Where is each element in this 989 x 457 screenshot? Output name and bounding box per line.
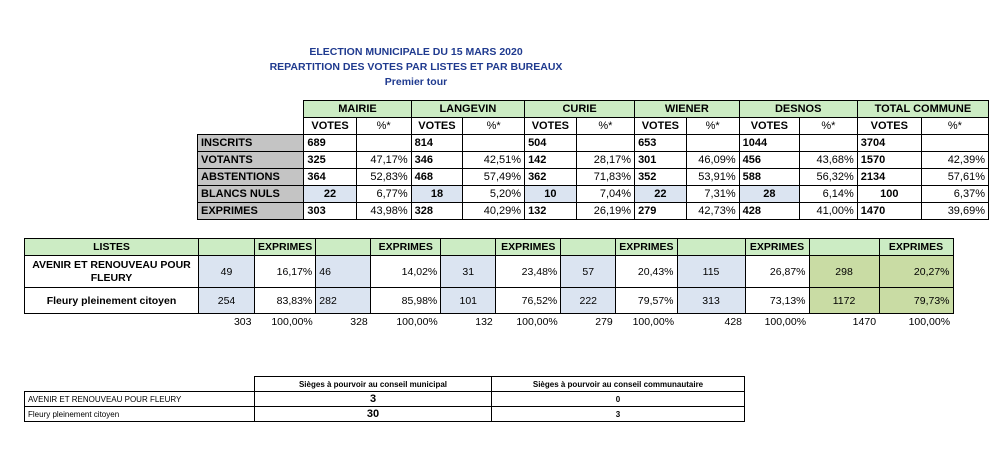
bureau-header: LANGEVIN	[411, 101, 524, 118]
votes-cell: 279	[635, 203, 687, 220]
votes-cell: 1044	[739, 135, 799, 152]
pct-cell: 43,68%	[800, 152, 858, 169]
votes-cell: 588	[739, 169, 799, 186]
pct-cell: 39,69%	[921, 203, 988, 220]
votes-cell: 689	[304, 135, 356, 152]
row-label: ABSTENTIONS	[198, 169, 304, 186]
empty-header	[809, 239, 879, 256]
total-pct: 100,00%	[396, 316, 438, 328]
abstentions-row	[198, 169, 989, 186]
corner-cell	[198, 118, 304, 135]
list-votes: 1172	[809, 288, 879, 314]
total-votes: 303	[233, 316, 252, 328]
bureau-header: DESNOS	[739, 101, 857, 118]
votes-cell: 3704	[857, 135, 921, 152]
sub-pct: %*	[921, 118, 988, 135]
totals-row	[25, 314, 954, 331]
bureau-header: WIENER	[635, 101, 740, 118]
municipal-seats: 30	[255, 407, 492, 422]
pct-cell: 42,73%	[686, 203, 739, 220]
list-votes: 46	[316, 256, 371, 288]
pct-cell: 56,32%	[800, 169, 858, 186]
votes-cell: 303	[304, 203, 356, 220]
bureau-header: CURIE	[525, 101, 635, 118]
total-votes: 132	[475, 316, 493, 328]
pct-cell: 53,91%	[686, 169, 739, 186]
pct-cell: 7,31%	[686, 186, 739, 203]
votes-cell: 352	[635, 169, 687, 186]
list-votes: 282	[316, 288, 371, 314]
votes-cell: 301	[635, 152, 687, 169]
pct-cell: 57,61%	[921, 169, 988, 186]
empty-header	[677, 239, 745, 256]
exprimes-header: EXPRIMES	[879, 239, 953, 256]
totals-label-empty	[25, 314, 199, 331]
pct-cell: 52,83%	[356, 169, 411, 186]
inscrits-row	[198, 135, 989, 152]
list-votes: 49	[199, 256, 255, 288]
seats-table	[24, 376, 745, 422]
blancs-nuls-row	[198, 186, 989, 203]
total-votes: 428	[724, 316, 743, 328]
votes-cell: 325	[304, 152, 356, 169]
pct-cell: 46,09%	[686, 152, 739, 169]
total-pct: 100,00%	[516, 316, 558, 328]
exprimes-header: EXPRIMES	[616, 239, 677, 256]
sub-pct: %*	[686, 118, 739, 135]
list-pct: 73,13%	[745, 288, 809, 314]
pct-cell	[576, 135, 634, 152]
seats-corner	[25, 377, 255, 392]
list-votes: 313	[677, 288, 745, 314]
votes-cell: 653	[635, 135, 687, 152]
total-votes: 279	[595, 316, 613, 328]
title-block	[0, 45, 832, 90]
exprimes-header: EXPRIMES	[255, 239, 316, 256]
votes-cell: 346	[411, 152, 463, 169]
list-row	[25, 288, 954, 314]
sub-votes: VOTES	[525, 118, 577, 135]
total-pct: 100,00%	[632, 316, 675, 328]
bureau-header-row	[198, 101, 989, 118]
votes-cell: 468	[411, 169, 463, 186]
votes-cell: 364	[304, 169, 356, 186]
title-premier-tour: Premier tour	[384, 76, 448, 88]
empty-header	[316, 239, 371, 256]
row-label: EXPRIMES	[198, 203, 304, 220]
list-votes: 222	[561, 288, 616, 314]
pct-cell: 6,37%	[921, 186, 988, 203]
seats-list-label: Fleury pleinement citoyen	[25, 407, 255, 422]
votes-cell: 504	[525, 135, 577, 152]
list-pct: 16,17%	[255, 256, 316, 288]
pct-cell	[463, 135, 525, 152]
municipal-header: Sièges à pourvoir au conseil municipal	[255, 377, 492, 392]
votes-cell: 362	[525, 169, 577, 186]
votes-cell: 132	[525, 203, 577, 220]
total-votes: 1470	[852, 316, 877, 328]
sub-pct: %*	[800, 118, 858, 135]
sub-pct: %*	[576, 118, 634, 135]
votes-cell: 22	[635, 186, 687, 203]
exprimes-header: EXPRIMES	[371, 239, 441, 256]
votes-cell: 1570	[857, 152, 921, 169]
list-votes: 101	[441, 288, 496, 314]
votes-cell: 456	[739, 152, 799, 169]
listes-header: LISTES	[25, 239, 199, 256]
votants-row	[198, 152, 989, 169]
title-repartition: REPARTITION DES VOTES PAR LISTES ET PAR BUREAUX	[269, 61, 563, 73]
pct-cell: 5,20%	[463, 186, 525, 203]
list-pct: 79,73%	[879, 288, 953, 314]
votes-cell: 428	[739, 203, 799, 220]
results-by-bureau-table	[197, 100, 989, 220]
pct-cell: 26,19%	[576, 203, 634, 220]
pct-cell: 6,14%	[800, 186, 858, 203]
pct-cell	[800, 135, 858, 152]
list-votes: 31	[441, 256, 496, 288]
seats-row	[25, 407, 745, 422]
municipal-seats: 3	[255, 392, 492, 407]
votes-cell: 10	[525, 186, 577, 203]
seats-list-label: AVENIR ET RENOUVEAU POUR FLEURY	[25, 392, 255, 407]
list-pct: 83,83%	[255, 288, 316, 314]
list-header-row	[25, 239, 954, 256]
row-label: VOTANTS	[198, 152, 304, 169]
pct-cell: 57,49%	[463, 169, 525, 186]
sub-votes: VOTES	[304, 118, 356, 135]
pct-cell: 6,77%	[356, 186, 411, 203]
communautaire-seats: 0	[492, 392, 745, 407]
list-votes: 57	[561, 256, 616, 288]
list-pct: 85,98%	[371, 288, 441, 314]
pct-cell: 28,17%	[576, 152, 634, 169]
seats-header-row	[25, 377, 745, 392]
exprimes-header: EXPRIMES	[745, 239, 809, 256]
empty-header	[561, 239, 616, 256]
votes-by-list-table	[24, 238, 954, 330]
list-pct: 23,48%	[496, 256, 561, 288]
sub-votes: VOTES	[411, 118, 463, 135]
list-votes: 254	[199, 288, 255, 314]
list-pct: 26,87%	[745, 256, 809, 288]
corner-cell	[198, 101, 304, 118]
total-pct: 100,00%	[764, 316, 807, 328]
communautaire-header: Sièges à pourvoir au conseil communautaire	[492, 377, 745, 392]
list-row	[25, 256, 954, 288]
row-label: BLANCS NULS	[198, 186, 304, 203]
sub-pct: %*	[356, 118, 411, 135]
pct-cell: 40,29%	[463, 203, 525, 220]
total-votes: 328	[350, 316, 368, 328]
sub-votes: VOTES	[739, 118, 799, 135]
pct-cell: 43,98%	[356, 203, 411, 220]
total-pct: 100,00%	[271, 316, 313, 328]
pct-cell: 71,83%	[576, 169, 634, 186]
exprimes-row	[198, 203, 989, 220]
sub-pct: %*	[463, 118, 525, 135]
list-pct: 20,27%	[879, 256, 953, 288]
votes-cell: 328	[411, 203, 463, 220]
list-pct: 76,52%	[496, 288, 561, 314]
pct-cell	[921, 135, 988, 152]
votes-cell: 1470	[857, 203, 921, 220]
list-pct: 20,43%	[616, 256, 677, 288]
votes-cell: 142	[525, 152, 577, 169]
subheader-row	[198, 118, 989, 135]
pct-cell: 42,51%	[463, 152, 525, 169]
list-label: AVENIR ET RENOUVEAU POUR FLEURY	[25, 256, 199, 288]
list-pct: 14,02%	[371, 256, 441, 288]
votes-cell: 2134	[857, 169, 921, 186]
list-votes: 298	[809, 256, 879, 288]
row-label: INSCRITS	[198, 135, 304, 152]
list-votes: 115	[677, 256, 745, 288]
pct-cell: 47,17%	[356, 152, 411, 169]
votes-cell: 18	[411, 186, 463, 203]
empty-header	[441, 239, 496, 256]
bureau-header: TOTAL COMMUNE	[857, 101, 988, 118]
bureau-header: MAIRIE	[304, 101, 411, 118]
votes-cell: 28	[739, 186, 799, 203]
pct-cell	[356, 135, 411, 152]
pct-cell: 41,00%	[800, 203, 858, 220]
votes-cell: 814	[411, 135, 463, 152]
communautaire-seats: 3	[492, 407, 745, 422]
pct-cell: 42,39%	[921, 152, 988, 169]
pct-cell	[686, 135, 739, 152]
exprimes-header: EXPRIMES	[496, 239, 561, 256]
seats-row	[25, 392, 745, 407]
list-pct: 79,57%	[616, 288, 677, 314]
votes-cell: 100	[857, 186, 921, 203]
title-election: ELECTION MUNICIPALE DU 15 MARS 2020	[309, 46, 523, 58]
pct-cell: 7,04%	[576, 186, 634, 203]
total-pct: 100,00%	[908, 316, 951, 328]
sub-votes: VOTES	[635, 118, 687, 135]
empty-header	[199, 239, 255, 256]
list-label: Fleury pleinement citoyen	[25, 288, 199, 314]
sub-votes: VOTES	[857, 118, 921, 135]
votes-cell: 22	[304, 186, 356, 203]
